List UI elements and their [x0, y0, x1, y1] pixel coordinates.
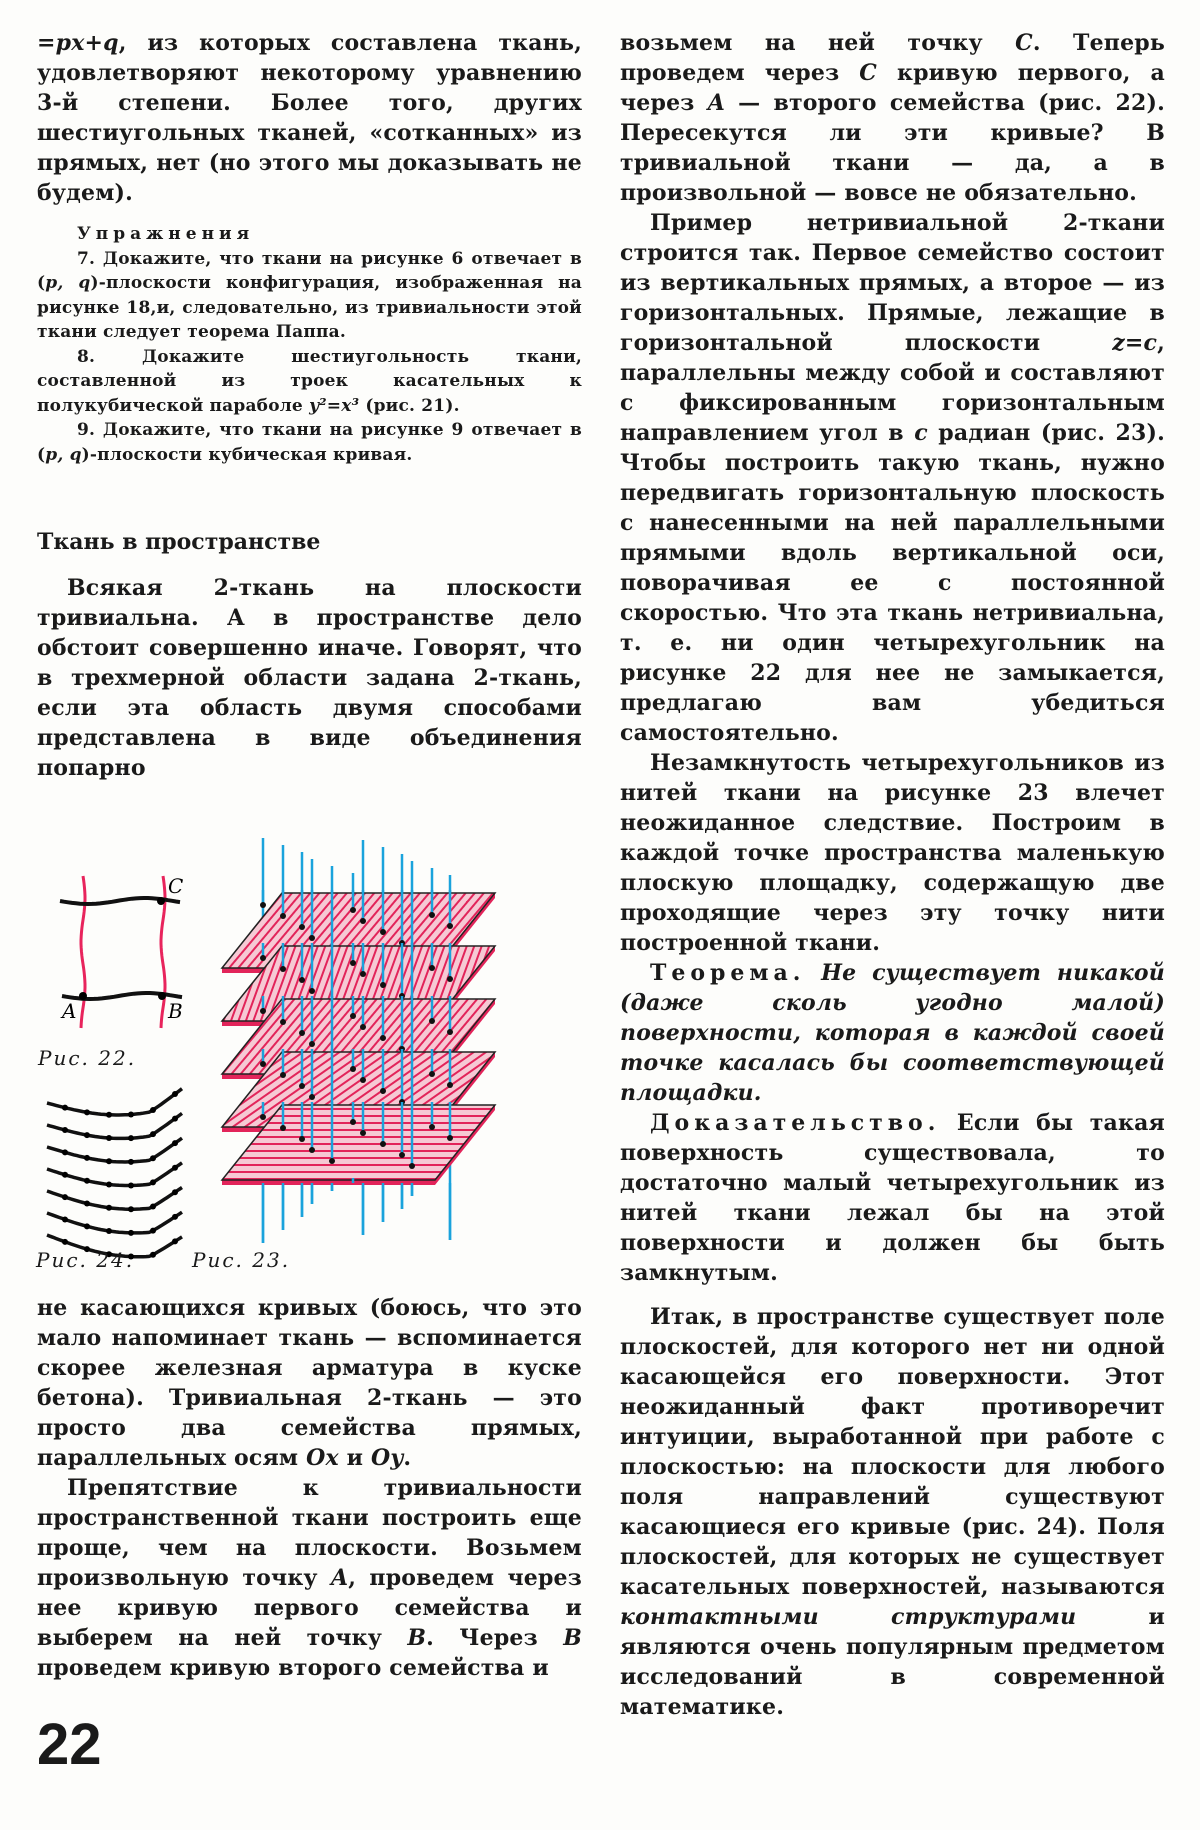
curve-point: [84, 1132, 90, 1138]
figures: [37, 793, 582, 1273]
text-run: — второго семейства (рис. 22). Пересекутся ли эти кривые? В тривиальной ткани — да, а в произвольной — вовсе не обязательно.: [620, 90, 1165, 206]
italic-text: z=c: [1112, 330, 1158, 356]
curve-point: [62, 1216, 68, 1222]
curve-point: [84, 1178, 90, 1184]
curve-point: [172, 1140, 178, 1146]
curve-point: [84, 1223, 90, 1229]
paragraph: [37, 573, 582, 783]
fig23-caption: Рис. 23.: [192, 1248, 291, 1272]
curve-point: [62, 1149, 68, 1155]
text-run: Итак, в пространстве существует поле плоскостей, для которого нет ни одной касающейся его поверхности. Этот неожиданный факт противоречит интуиции, выработанной при работе с плоскостью: на плоскости для любого поля направлений существуют касающиеся его кривые (рис. 24). Поля плоскостей, для которых не существует касательных поверхностей, называются: [620, 1304, 1165, 1600]
thread-point: [260, 955, 266, 961]
point-label-a: A: [62, 999, 77, 1023]
thread-point: [447, 923, 453, 929]
curve-point: [106, 1112, 112, 1118]
italic-text: y²=x³: [309, 395, 360, 416]
thread-point: [399, 1152, 405, 1158]
thread-point: [329, 1158, 335, 1164]
italic-text: Ox: [306, 1445, 339, 1471]
text-run: . Через: [426, 1625, 564, 1651]
italic-text: p, q: [45, 273, 91, 293]
thread-point: [429, 912, 435, 918]
curve-point: [106, 1228, 112, 1234]
curve-point: [84, 1155, 90, 1161]
thread-point: [360, 971, 366, 977]
point: [157, 897, 165, 905]
thread-point: [380, 1088, 386, 1094]
italic-text: C: [1015, 30, 1033, 56]
right-column: [620, 28, 1165, 1722]
curve-point: [150, 1203, 156, 1209]
text-run: 9. Докажите, что ткани на рисунке 9 отвечает в (: [37, 420, 582, 465]
italic-text: B: [407, 1625, 427, 1651]
text-run: Если бы такая поверхность существовала, то достаточно малый четырехугольник из нитей ткани лежал бы на этой поверхности и должен бы быть замкнутым.: [620, 1110, 1165, 1286]
italic-text: Oy: [371, 1445, 404, 1471]
paragraph: [620, 1302, 1165, 1722]
thread-point: [429, 965, 435, 971]
left-column: [37, 28, 582, 1777]
text-run: возьмем на ней точку: [620, 30, 1016, 56]
italic-text: p, q: [45, 444, 82, 465]
fig22-caption: Рис. 22.: [38, 1046, 137, 1070]
curve-point: [106, 1135, 112, 1141]
curve-point: [150, 1228, 156, 1234]
curve-point: [106, 1158, 112, 1164]
curve-point: [62, 1239, 68, 1245]
spaced-label: Теорема.: [650, 960, 806, 986]
fig22-diagram: [60, 874, 183, 1028]
curve-point: [84, 1109, 90, 1115]
curve-point: [172, 1091, 178, 1097]
thread-point: [350, 907, 356, 913]
fig24-caption: Рис. 24.: [36, 1248, 135, 1272]
thread-point: [280, 1125, 286, 1131]
thread-point: [309, 1147, 315, 1153]
thread-point: [447, 976, 453, 982]
italic-text: Не существует никакой (даже сколь угодно малой) поверхности, которая в каждой своей точке касалась бы соответствующей площадки.: [620, 960, 1165, 1106]
curve-point: [62, 1127, 68, 1133]
direction-curve: [47, 1113, 182, 1138]
curve-point: [150, 1155, 156, 1161]
exercise-item: [37, 345, 582, 419]
thread-point: [309, 1094, 315, 1100]
curve-point: [172, 1165, 178, 1171]
thread-point: [380, 929, 386, 935]
curve-point: [106, 1181, 112, 1187]
curve-point: [172, 1238, 178, 1244]
point-label-b: B: [168, 999, 183, 1023]
italic-text: c: [914, 420, 928, 446]
thread-point: [429, 1071, 435, 1077]
text-run: Незамкнутость четырехугольников из нитей ткани на рисунке 23 влечет неожиданное следствие. Построим в каждой точке пространства маленькую плоскую площадку, содержащую две проходящие через эту точку нити построенной ткани.: [620, 750, 1165, 956]
curve-point: [128, 1206, 134, 1212]
fig24-diagram: [47, 1089, 182, 1260]
paragraph: [620, 208, 1165, 748]
thread-point: [429, 1124, 435, 1130]
thread-point: [299, 977, 305, 983]
text-run: , проведем через нее кривую первого семейства и выберем на ней точку: [37, 1565, 582, 1651]
thread-point: [280, 1072, 286, 1078]
thread-point: [309, 935, 315, 941]
thread-point: [360, 1077, 366, 1083]
exercises-title: Упражнения: [77, 224, 255, 244]
curve-point: [128, 1111, 134, 1117]
figures-drawing: [0, 793, 600, 1273]
curve-point: [128, 1183, 134, 1189]
paragraph: [620, 748, 1165, 958]
thread-point: [299, 924, 305, 930]
thread-point: [360, 918, 366, 924]
curve-point: [128, 1135, 134, 1141]
direction-curve: [47, 1089, 182, 1115]
direction-curve: [47, 1138, 182, 1162]
thread-point: [380, 982, 386, 988]
text-run: , из которых составлена ткань, удовлетворяют некоторому уравнению 3-й степени. Более того, других шестиугольных тканей, «сотканных» из прямых, нет (но этого мы доказывать не будем).: [37, 30, 582, 206]
thread-point: [360, 1024, 366, 1030]
text-run: и являются очень популярным предметом исследований в современной математике.: [620, 1604, 1165, 1720]
thread-point: [309, 1041, 315, 1047]
text-run: и: [338, 1445, 372, 1471]
thread-point: [447, 1029, 453, 1035]
curve-point: [172, 1189, 178, 1195]
thread-point: [350, 960, 356, 966]
text-run: )-плоскости конфигурация, изображенная на рисунке 18,и, следовательно, из тривиальности этой ткани следует теорема Паппа.: [37, 273, 582, 342]
thread-point: [380, 1035, 386, 1041]
paragraph: [37, 1293, 582, 1473]
thread-point: [260, 1114, 266, 1120]
thread-point: [280, 1019, 286, 1025]
thread-point: [260, 1008, 266, 1014]
curve-point: [150, 1179, 156, 1185]
paragraph: [37, 1473, 582, 1683]
curve-point: [62, 1194, 68, 1200]
curve-point: [172, 1116, 178, 1122]
italic-text: =px+q: [37, 30, 119, 56]
text-run: проведем кривую второго семейства и: [37, 1655, 549, 1681]
text-run: Пример нетривиальной 2-ткани строится так. Первое семейство состоит из вертикальных прямых, а второе — из горизонтальных. Прямые, лежащие в горизонтальной плоскости: [620, 210, 1165, 356]
thread-point: [350, 1013, 356, 1019]
thread-point: [299, 1083, 305, 1089]
thread-point: [309, 988, 315, 994]
fig23-diagram: [222, 838, 495, 1243]
text-run: не касающихся кривых (боюсь, что это мало напоминает ткань — вспоминается скорее железная арматура в куске бетона). Тривиальная 2-ткань — это просто два семейства прямых, параллельных осям: [37, 1295, 582, 1471]
italic-text: A: [707, 90, 725, 116]
thread-point: [280, 966, 286, 972]
thread-point: [350, 1119, 356, 1125]
thread-point: [299, 1030, 305, 1036]
point-label-c: C: [168, 874, 184, 898]
plane: [222, 1102, 495, 1185]
curve-point: [172, 1214, 178, 1220]
curve-point: [84, 1201, 90, 1207]
page-number: 22: [37, 1712, 102, 1777]
thread-point: [380, 1141, 386, 1147]
red-curve: [81, 876, 85, 1028]
text-run: Всякая 2-ткань на плоскости тривиальна. А в пространстве дело обстоит совершенно иначе. Говорят, что в трехмерной области задана 2-ткань, если эта область двумя способами представлена в виде объединения попарно: [37, 575, 582, 781]
thread-point: [429, 1018, 435, 1024]
thread-point: [447, 1082, 453, 1088]
italic-text: B: [563, 1625, 582, 1651]
text-run: )-плоскости кубическая кривая.: [81, 444, 413, 465]
text-run: кривую первого, а через: [620, 60, 1165, 116]
thread-point: [260, 902, 266, 908]
text-run: . Теперь проведем через: [620, 30, 1166, 86]
thread-point: [299, 1136, 305, 1142]
exercise-item: [37, 247, 582, 345]
curve-point: [150, 1252, 156, 1258]
text-run: , параллельны между собой и составляют с фиксированным горизонтальным направлением угол в: [620, 330, 1165, 446]
proof: [620, 1108, 1165, 1288]
theorem: [620, 958, 1165, 1108]
curve-point: [106, 1205, 112, 1211]
point: [158, 992, 166, 1000]
text-run: 8. Докажите шестиугольность ткани, составленной из троек касательных к полукубической параболе: [37, 346, 582, 416]
text-run: (рис. 21).: [359, 395, 460, 416]
text-run: 7. Докажите, что ткани на рисунке 6 отвечает в (: [37, 248, 582, 293]
curve-point: [62, 1105, 68, 1111]
exercises: [37, 222, 582, 467]
italic-text: C: [859, 60, 878, 86]
thread-point: [350, 1066, 356, 1072]
text-run: радиан (рис. 23). Чтобы построить такую ткань, нужно передвигать горизонтальную плоскость с нанесенными на ней параллельными прямыми вдоль вертикальной оси, поворачивая ее с постоянной скоростью. Что эта ткань нетривиальна, т. е. ни один четырехугольник на рисунке 22 для нее не замыкается, предлагаю вам убедиться самостоятельно.: [620, 420, 1166, 746]
thread-point: [447, 1135, 453, 1141]
paragraph: [620, 28, 1165, 208]
section-heading: Ткань в пространстве: [37, 529, 321, 555]
italic-text: контактными структурами: [620, 1604, 1077, 1630]
curve-point: [150, 1107, 156, 1113]
thread-point: [280, 913, 286, 919]
thread-point: [409, 1163, 415, 1169]
curve-point: [128, 1159, 134, 1165]
point: [79, 992, 87, 1000]
direction-curve: [47, 1212, 182, 1233]
spaced-label: Доказательство.: [650, 1110, 941, 1136]
paragraph: [37, 28, 582, 208]
thread-point: [260, 1061, 266, 1067]
curve-point: [150, 1131, 156, 1137]
italic-text: A: [330, 1565, 349, 1591]
curve-point: [62, 1172, 68, 1178]
thread-point: [360, 1130, 366, 1136]
text-run: .: [403, 1445, 412, 1471]
text-run: Препятствие к тривиальности пространственной ткани построить еще проще, чем на плоскости. Возьмем произвольную точку: [37, 1475, 582, 1591]
curve-point: [128, 1230, 134, 1236]
exercise-item: [37, 418, 582, 467]
